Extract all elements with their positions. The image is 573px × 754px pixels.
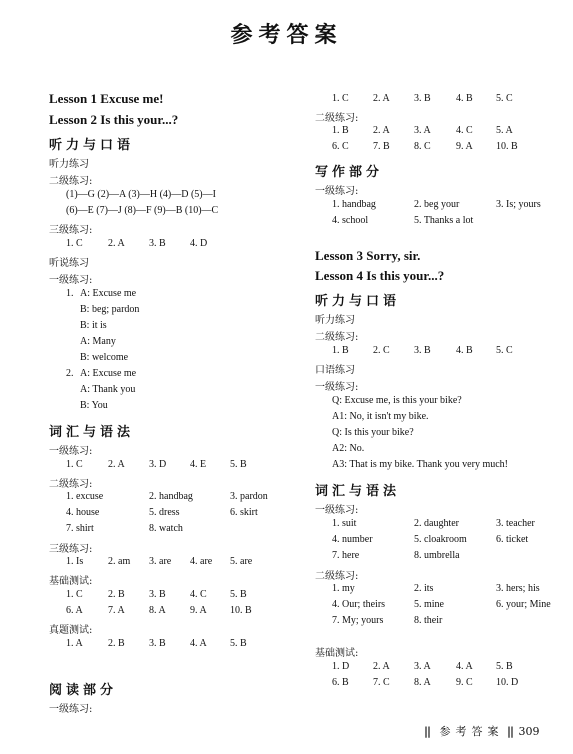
footer-label: 参考答案 bbox=[439, 725, 504, 738]
footer-bars-left: || bbox=[424, 725, 431, 738]
level1-label: 一级练习: bbox=[315, 186, 359, 197]
page-title: 参考答案 bbox=[230, 22, 343, 48]
level1-label: 一级练习: bbox=[315, 505, 359, 516]
sub-speak-practice: 听说练习 bbox=[49, 258, 89, 269]
section-vocab-grammar: 词汇与语法 bbox=[315, 484, 401, 499]
page-number: 309 bbox=[518, 725, 540, 738]
lesson-1-heading: Lesson 1 Excuse me! bbox=[49, 91, 164, 106]
level1-label: 一级练习: bbox=[49, 275, 93, 286]
match-row-1: (1)—G (2)—A (3)—H (4)—D (5)—I bbox=[66, 189, 216, 200]
section-vocab-grammar: 词汇与语法 bbox=[49, 425, 135, 440]
level2-label: 二级练习: bbox=[49, 479, 93, 490]
lesson-4-heading: Lesson 4 Is this your...? bbox=[315, 268, 445, 283]
level2-label: 二级练习: bbox=[315, 571, 359, 582]
section-writing: 写作部分 bbox=[315, 165, 384, 180]
level3-label: 三级练习: bbox=[49, 225, 93, 236]
real-test-label: 真题测试: bbox=[49, 625, 93, 636]
sub-listen-practice: 听力练习 bbox=[49, 159, 89, 170]
level1-label: 一级练习: bbox=[315, 382, 359, 393]
section-listen-speak: 听力与口语 bbox=[315, 294, 401, 309]
lesson-2-heading: Lesson 2 Is this your...? bbox=[49, 112, 179, 127]
sub-speak-practice: 口语练习 bbox=[315, 365, 355, 376]
sub-listen-practice: 听力练习 bbox=[315, 315, 355, 326]
page-footer bbox=[424, 723, 540, 739]
basic-test-label: 基础测试: bbox=[315, 648, 359, 659]
section-reading: 阅读部分 bbox=[49, 683, 118, 698]
level1-label: 一级练习: bbox=[49, 704, 93, 715]
level1-label: 一级练习: bbox=[49, 446, 93, 457]
level3-label: 三级练习: bbox=[49, 544, 93, 555]
basic-test-label: 基础测试: bbox=[49, 576, 93, 587]
level2-label: 二级练习: bbox=[315, 113, 359, 124]
level2-label: 二级练习: bbox=[49, 176, 93, 187]
section-listen-speak: 听力与口语 bbox=[49, 138, 135, 153]
footer-bars-right: || bbox=[507, 725, 514, 738]
lesson-3-heading: Lesson 3 Sorry, sir. bbox=[315, 248, 421, 263]
level2-label: 二级练习: bbox=[315, 332, 359, 343]
match-row-2: (6)—E (7)—J (8)—F (9)—B (10)—C bbox=[66, 205, 219, 216]
